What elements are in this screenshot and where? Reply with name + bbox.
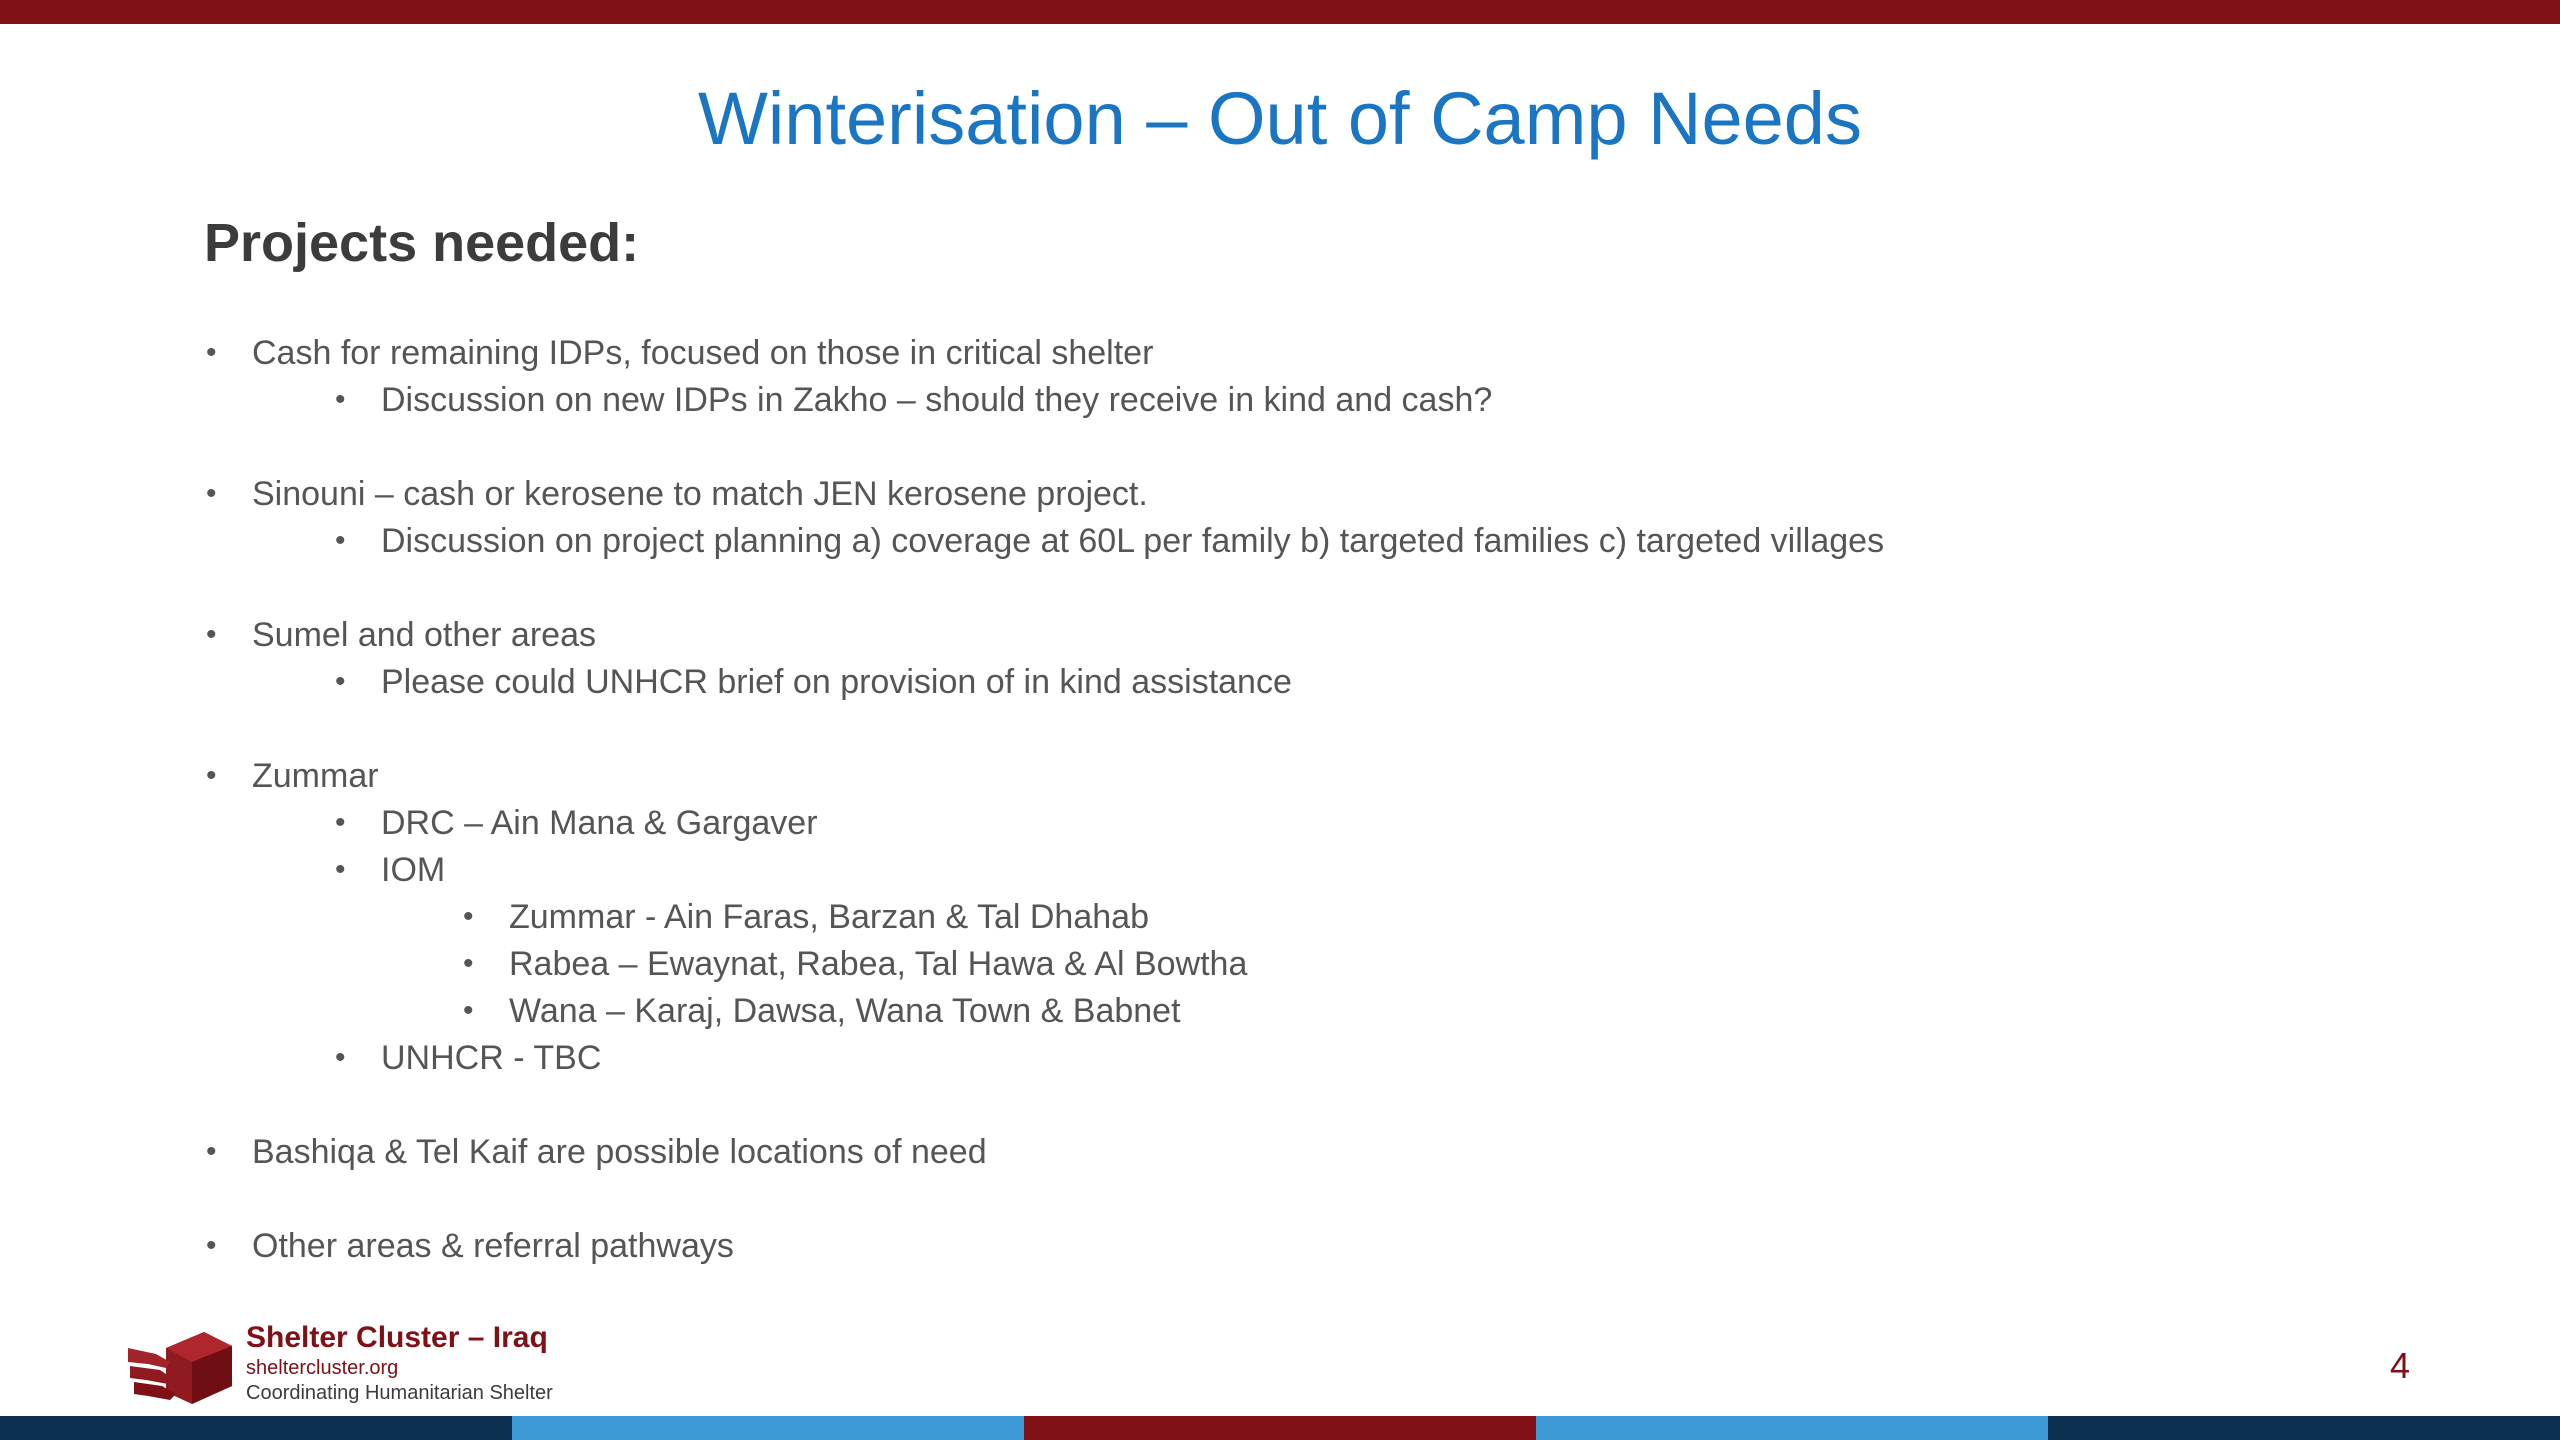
- bullet-item-level-2: [335, 800, 818, 846]
- bullet-text: Wana – Karaj, Dawsa, Wana Town & Babnet: [509, 992, 1181, 1030]
- bullet-item-level-2: [335, 847, 446, 893]
- bullet-dot-icon: •: [206, 336, 217, 369]
- bottom-bar-segment-2: [512, 1416, 1024, 1440]
- bottom-accent-bar: [0, 1416, 2560, 1440]
- bullet-text: Zummar - Ain Faras, Barzan & Tal Dhahab: [509, 898, 1149, 936]
- bullet-text: Bashiqa & Tel Kaif are possible locations of need: [252, 1133, 987, 1171]
- bullet-dot-icon: •: [463, 900, 474, 933]
- org-url[interactable]: sheltercluster.org: [246, 1357, 399, 1379]
- bullet-text: Discussion on new IDPs in Zakho – should they receive in kind and cash?: [381, 381, 1493, 419]
- bullet-item-level-1: [206, 1223, 734, 1269]
- slide-title: Winterisation – Out of Camp Needs: [698, 77, 1862, 160]
- bullet-item-level-1: [206, 1129, 987, 1175]
- bullet-dot-icon: •: [335, 524, 346, 557]
- bullet-dot-icon: •: [206, 1229, 217, 1262]
- bullet-dot-icon: •: [463, 994, 474, 1027]
- bullet-item-level-2: [335, 1035, 602, 1081]
- org-tagline: Coordinating Humanitarian Shelter: [246, 1382, 553, 1404]
- bullet-dot-icon: •: [335, 665, 346, 698]
- bullet-text: Rabea – Ewaynat, Rabea, Tal Hawa & Al Bowtha: [509, 945, 1248, 983]
- bullet-text: Sumel and other areas: [252, 616, 596, 654]
- bullet-item-level-2: [335, 659, 1292, 705]
- bullet-item-level-1: [206, 471, 1148, 517]
- bottom-bar-segment-3: [1024, 1416, 1536, 1440]
- bullet-dot-icon: •: [463, 947, 474, 980]
- bullet-dot-icon: •: [206, 759, 217, 792]
- bullet-dot-icon: •: [335, 806, 346, 839]
- bullet-item-level-3: [463, 941, 1248, 987]
- slide-subtitle: Projects needed:: [204, 213, 640, 273]
- bullet-text: Other areas & referral pathways: [252, 1227, 734, 1265]
- bottom-bar-segment-4: [1536, 1416, 2048, 1440]
- bullet-text: Discussion on project planning a) coverage at 60L per family b) targeted families c) targeted villages: [381, 522, 1885, 560]
- bullet-item-level-1: [206, 753, 379, 799]
- bullet-dot-icon: •: [206, 1135, 217, 1168]
- hands-house-icon: [126, 1328, 238, 1406]
- bullet-item-level-1: [206, 330, 1154, 376]
- bullet-dot-icon: •: [206, 618, 217, 651]
- bottom-bar-segment-1: [0, 1416, 512, 1440]
- page-number: 4: [2389, 1345, 2411, 1386]
- bottom-bar-segment-5: [2048, 1416, 2560, 1440]
- bullet-item-level-2: [335, 377, 1493, 423]
- bullet-text: IOM: [381, 851, 446, 889]
- bullet-dot-icon: •: [335, 383, 346, 416]
- bullet-item-level-2: [335, 518, 1885, 564]
- bullet-dot-icon: •: [206, 477, 217, 510]
- bullet-item-level-1: [206, 612, 596, 658]
- bullet-text: Cash for remaining IDPs, focused on those in critical shelter: [252, 334, 1154, 372]
- bullet-text: Please could UNHCR brief on provision of in kind assistance: [381, 663, 1292, 701]
- bullet-text: DRC – Ain Mana & Gargaver: [381, 804, 818, 842]
- footer-branding: [246, 1320, 553, 1406]
- bullet-dot-icon: •: [335, 853, 346, 886]
- bullet-text: Sinouni – cash or kerosene to match JEN kerosene project.: [252, 475, 1148, 513]
- bullet-text: Zummar: [252, 757, 379, 795]
- bullet-item-level-3: [463, 894, 1149, 940]
- bullet-dot-icon: •: [335, 1041, 346, 1074]
- bullet-text: UNHCR - TBC: [381, 1039, 602, 1077]
- org-name: Shelter Cluster – Iraq: [246, 1321, 548, 1354]
- bullet-item-level-3: [463, 988, 1181, 1034]
